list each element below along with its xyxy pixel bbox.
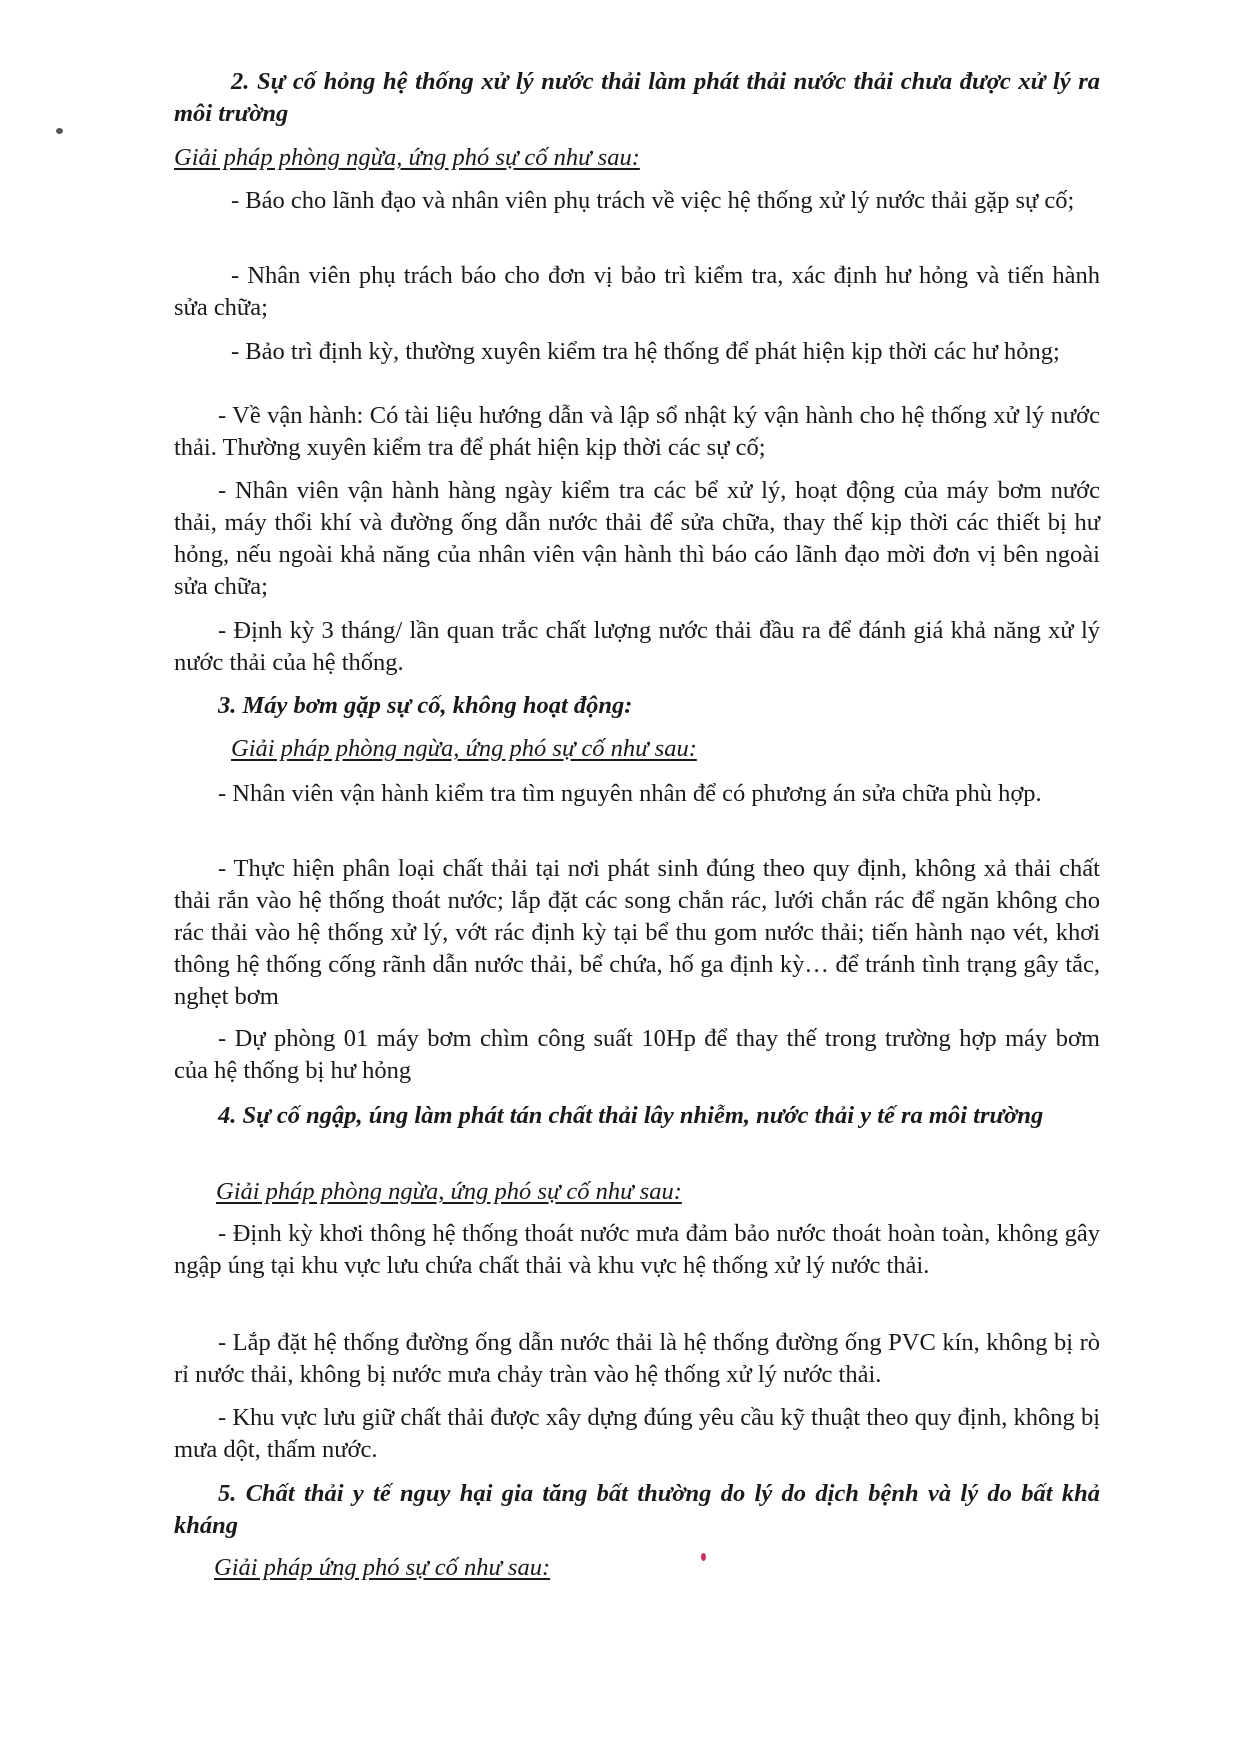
paragraph: - Nhân viên phụ trách báo cho đơn vị bảo trì kiểm tra, xác định hư hỏng và tiến hành sửa chữa; <box>174 262 1100 321</box>
scan-speck <box>56 128 63 134</box>
scan-speck <box>701 1553 706 1561</box>
section-5-heading: 5. Chất thải y tế nguy hại gia tăng bất thường do lý do dịch bệnh và lý do bất khả kháng <box>174 1480 1100 1539</box>
paragraph: - Nhân viên vận hành kiểm tra tìm nguyên nhân để có phương án sửa chữa phù hợp. <box>218 780 1042 807</box>
section-5-subheading: Giải pháp ứng phó sự cố như sau: <box>214 1554 551 1581</box>
paragraph: - Lắp đặt hệ thống đường ống dẫn nước thải là hệ thống đường ống PVC kín, không bị rò rỉ nước thải, không bị nước mưa chảy tràn vào hệ thống xử lý nước thải. <box>174 1329 1100 1388</box>
section-4-heading: 4. Sự cố ngập, úng làm phát tán chất thải lây nhiễm, nước thải y tế ra môi trường <box>218 1102 1044 1129</box>
paragraph: - Báo cho lãnh đạo và nhân viên phụ trách về việc hệ thống xử lý nước thải gặp sự cố; <box>231 187 1075 214</box>
section-2-heading: 2. Sự cố hỏng hệ thống xử lý nước thải làm phát thải nước thải chưa được xử lý ra môi trường <box>174 68 1100 127</box>
section-4-subheading: Giải pháp phòng ngừa, ứng phó sự cố như sau: <box>216 1178 682 1205</box>
paragraph: - Về vận hành: Có tài liệu hướng dẫn và lập sổ nhật ký vận hành cho hệ thống xử lý nước thải. Thường xuyên kiểm tra để phát hiện kịp thời các sự cố; <box>174 402 1100 461</box>
section-2-subheading: Giải pháp phòng ngừa, ứng phó sự cố như sau: <box>174 144 640 171</box>
paragraph: - Định kỳ 3 tháng/ lần quan trắc chất lượng nước thải đầu ra để đánh giá khả năng xử lý nước thải của hệ thống. <box>174 617 1100 676</box>
section-3-heading: 3. Máy bơm gặp sự cố, không hoạt động: <box>218 692 633 719</box>
paragraph: - Khu vực lưu giữ chất thải được xây dựng đúng yêu cầu kỹ thuật theo quy định, không bị mưa dột, thấm nước. <box>174 1404 1100 1463</box>
paragraph: - Thực hiện phân loại chất thải tại nơi phát sinh đúng theo quy định, không xả thải chất thải rắn vào hệ thống thoát nước; lắp đặt các song chắn rác, lưới chắn rác để ngăn không cho rác thải vào hệ thống xử lý, vớt rác định kỳ tại bể thu gom nước thải; tiến hành nạo vét, khơi thông hệ thống cống rãnh dẫn nước thải, bể chứa, hố ga định kỳ… để tránh tình trạng gây tắc, nghẹt bơm <box>174 855 1100 1010</box>
paragraph: - Nhân viên vận hành hàng ngày kiểm tra các bể xử lý, hoạt động của máy bơm nước thải, máy thổi khí và đường ống dẫn nước thải để sửa chữa, thay thế kịp thời các thiết bị hư hỏng, nếu ngoài khả năng của nhân viên vận hành thì báo cáo lãnh đạo mời đơn vị bên ngoài sửa chữa; <box>174 477 1100 600</box>
paragraph: - Dự phòng 01 máy bơm chìm công suất 10Hp để thay thế trong trường hợp máy bơm của hệ thống bị hư hỏng <box>174 1025 1100 1084</box>
paragraph: - Định kỳ khơi thông hệ thống thoát nước mưa đảm bảo nước thoát hoàn toàn, không gây ngập úng tại khu vực lưu chứa chất thải và khu vực hệ thống xử lý nước thải. <box>174 1220 1100 1279</box>
paragraph: - Bảo trì định kỳ, thường xuyên kiểm tra hệ thống để phát hiện kịp thời các hư hỏng; <box>231 338 1060 365</box>
section-3-subheading: Giải pháp phòng ngừa, ứng phó sự cố như sau: <box>231 735 697 762</box>
